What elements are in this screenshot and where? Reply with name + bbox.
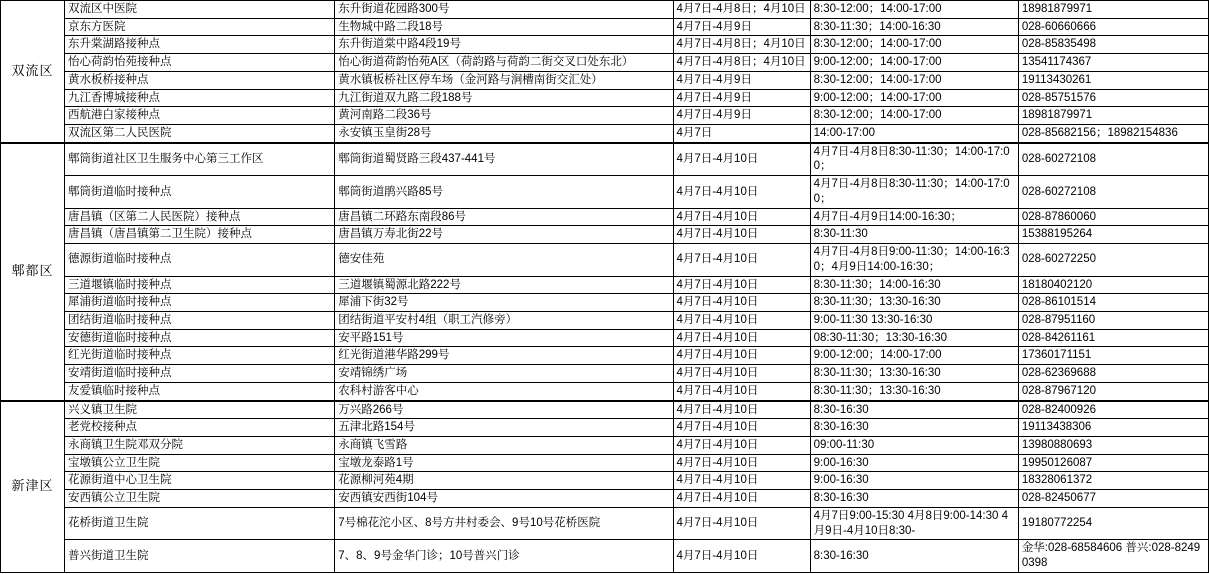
site-name-cell: 宝墩镇公立卫生院 xyxy=(65,454,335,472)
table-row xyxy=(1,244,1209,276)
phone-cell: 18180402120 xyxy=(1018,276,1208,294)
date-cell: 4月7日-4月10日 xyxy=(673,365,810,383)
site-name-cell: 团结街道临时接种点 xyxy=(65,311,335,329)
phone-cell: 028-85682156；18982154836 xyxy=(1018,125,1208,143)
address-cell: 三道堰镇蜀源北路222号 xyxy=(335,276,673,294)
address-cell: 怡心街道荷韵怡苑A区（荷韵路与荷韵二街交叉口处东北） xyxy=(335,54,673,72)
date-cell: 4月7日-4月9日 xyxy=(673,107,810,125)
site-name-cell: 三道堰镇临时接种点 xyxy=(65,276,335,294)
table-row xyxy=(1,347,1209,365)
site-name-cell: 黄水板桥接种点 xyxy=(65,71,335,89)
date-cell: 4月7日-4月10日 xyxy=(673,507,810,539)
phone-cell: 028-62369688 xyxy=(1018,365,1208,383)
table-row xyxy=(1,436,1209,454)
time-cell: 8:30-16:30 xyxy=(810,490,1018,508)
phone-cell: 17360171151 xyxy=(1018,347,1208,365)
phone-cell: 028-60272250 xyxy=(1018,244,1208,276)
site-name-cell: 兴义镇卫生院 xyxy=(65,401,335,419)
date-cell: 4月7日-4月9日 xyxy=(673,89,810,107)
site-name-cell: 安靖街道临时接种点 xyxy=(65,365,335,383)
address-cell: 黄水镇板桥社区停车场（金河路与涧槽南街交汇处） xyxy=(335,71,673,89)
table-row xyxy=(1,540,1209,572)
time-cell: 9:00-12:00；14:00-17:00 xyxy=(810,347,1018,365)
date-cell: 4月7日-4月10日 xyxy=(673,176,810,208)
date-cell: 4月7日-4月10日 xyxy=(673,540,810,572)
table-row xyxy=(1,294,1209,312)
time-cell: 4月7日-4月9日14:00-16:30； xyxy=(810,208,1018,226)
address-cell: 花源柳河苑4期 xyxy=(335,472,673,490)
table-row xyxy=(1,329,1209,347)
phone-cell: 028-87967120 xyxy=(1018,382,1208,400)
table-row xyxy=(1,276,1209,294)
date-cell: 4月7日 xyxy=(673,125,810,143)
site-name-cell: 东升棠湖路接种点 xyxy=(65,36,335,54)
date-cell: 4月7日-4月8日；4月10日 xyxy=(673,54,810,72)
phone-cell: 028-85835498 xyxy=(1018,36,1208,54)
address-cell: 五津北路154号 xyxy=(335,419,673,437)
district-cell: 新津区 xyxy=(1,401,65,573)
time-cell: 09:00-11:30 xyxy=(810,436,1018,454)
address-cell: 德安佳苑 xyxy=(335,244,673,276)
address-cell: 永商镇飞雪路 xyxy=(335,436,673,454)
date-cell: 4月7日-4月10日 xyxy=(673,347,810,365)
site-name-cell: 永商镇卫生院邓双分院 xyxy=(65,436,335,454)
site-name-cell: 红光街道临时接种点 xyxy=(65,347,335,365)
site-name-cell: 老党校接种点 xyxy=(65,419,335,437)
table-row xyxy=(1,36,1209,54)
date-cell: 4月7日-4月10日 xyxy=(673,401,810,419)
table-row xyxy=(1,143,1209,176)
time-cell: 8:30-12:00；14:00-17:00 xyxy=(810,36,1018,54)
phone-cell: 028-87951160 xyxy=(1018,311,1208,329)
district-cell: 郫都区 xyxy=(1,143,65,401)
time-cell: 9:00-12:00；14:00-17:00 xyxy=(810,54,1018,72)
time-cell: 8:30-12:00；14:00-17:00 xyxy=(810,1,1018,19)
district-cell: 双流区 xyxy=(1,1,65,143)
address-cell: 红光街道港华路299号 xyxy=(335,347,673,365)
site-name-cell: 九江香博城接种点 xyxy=(65,89,335,107)
table-row xyxy=(1,382,1209,400)
phone-cell: 028-84261161 xyxy=(1018,329,1208,347)
table-row xyxy=(1,176,1209,208)
time-cell: 8:30-11:30；13:30-16:30 xyxy=(810,365,1018,383)
time-cell: 8:30-11:30；14:00-16:30 xyxy=(810,276,1018,294)
address-cell: 犀浦下街32号 xyxy=(335,294,673,312)
date-cell: 4月7日-4月9日 xyxy=(673,71,810,89)
time-cell: 9:00-12:00；14:00-17:00 xyxy=(810,89,1018,107)
date-cell: 4月7日-4月8日；4月10日 xyxy=(673,36,810,54)
phone-cell: 028-60272108 xyxy=(1018,143,1208,176)
time-cell: 9:00-16:30 xyxy=(810,472,1018,490)
site-name-cell: 西航港白家接种点 xyxy=(65,107,335,125)
time-cell: 4月7日-4月8日8:30-11:30；14:00-17:00； xyxy=(810,143,1018,176)
site-name-cell: 安德街道临时接种点 xyxy=(65,329,335,347)
table-row xyxy=(1,107,1209,125)
date-cell: 4月7日-4月8日；4月10日 xyxy=(673,1,810,19)
phone-cell: 18981879971 xyxy=(1018,1,1208,19)
time-cell: 8:30-11:30；13:30-16:30 xyxy=(810,382,1018,400)
site-name-cell: 唐昌镇（唐昌镇第二卫生院）接种点 xyxy=(65,226,335,244)
site-name-cell: 花源街道中心卫生院 xyxy=(65,472,335,490)
phone-cell: 028-82450677 xyxy=(1018,490,1208,508)
site-name-cell: 郫筒街道临时接种点 xyxy=(65,176,335,208)
phone-cell: 13980880693 xyxy=(1018,436,1208,454)
date-cell: 4月7日-4月10日 xyxy=(673,472,810,490)
site-name-cell: 安西镇公立卫生院 xyxy=(65,490,335,508)
site-name-cell: 普兴街道卫生院 xyxy=(65,540,335,572)
time-cell: 9:00-16:30 xyxy=(810,454,1018,472)
address-cell: 郫筒街道鹃兴路85号 xyxy=(335,176,673,208)
address-cell: 唐昌镇万寿北街22号 xyxy=(335,226,673,244)
phone-cell: 028-82400926 xyxy=(1018,401,1208,419)
date-cell: 4月7日-4月10日 xyxy=(673,382,810,400)
time-cell: 4月7日9:00-15:30 4月8日9:00-14:30 4月9日-4月10日8:30- xyxy=(810,507,1018,539)
date-cell: 4月7日-4月10日 xyxy=(673,454,810,472)
date-cell: 4月7日-4月9日 xyxy=(673,18,810,36)
date-cell: 4月7日-4月10日 xyxy=(673,490,810,508)
address-cell: 郫筒街道蜀贤路三段437-441号 xyxy=(335,143,673,176)
table-row xyxy=(1,208,1209,226)
date-cell: 4月7日-4月10日 xyxy=(673,294,810,312)
date-cell: 4月7日-4月10日 xyxy=(673,143,810,176)
time-cell: 8:30-16:30 xyxy=(810,401,1018,419)
phone-cell: 028-87860060 xyxy=(1018,208,1208,226)
address-cell: 永安镇玉皇街28号 xyxy=(335,125,673,143)
site-name-cell: 德源街道临时接种点 xyxy=(65,244,335,276)
phone-cell: 028-60272108 xyxy=(1018,176,1208,208)
time-cell: 4月7日-4月8日8:30-11:30；14:00-17:00； xyxy=(810,176,1018,208)
date-cell: 4月7日-4月10日 xyxy=(673,436,810,454)
address-cell: 生物城中路二段18号 xyxy=(335,18,673,36)
phone-cell: 028-60660666 xyxy=(1018,18,1208,36)
table-row xyxy=(1,71,1209,89)
phone-cell: 028-86101514 xyxy=(1018,294,1208,312)
time-cell: 9:00-11:30 13:30-16:30 xyxy=(810,311,1018,329)
site-name-cell: 友爱镇临时接种点 xyxy=(65,382,335,400)
site-name-cell: 双流区第二人民医院 xyxy=(65,125,335,143)
date-cell: 4月7日-4月10日 xyxy=(673,311,810,329)
address-cell: 7、8、9号金华门诊；10号普兴门诊 xyxy=(335,540,673,572)
phone-cell: 19113430261 xyxy=(1018,71,1208,89)
phone-cell: 19950126087 xyxy=(1018,454,1208,472)
site-name-cell: 犀浦街道临时接种点 xyxy=(65,294,335,312)
time-cell: 8:30-11:30 xyxy=(810,226,1018,244)
time-cell: 8:30-12:00；14:00-17:00 xyxy=(810,107,1018,125)
address-cell: 安靖锦绣广场 xyxy=(335,365,673,383)
address-cell: 九江街道双九路二段188号 xyxy=(335,89,673,107)
time-cell: 4月7日-4月8日9:00-11:30；14:00-16:30；4月9日14:00-16:30； xyxy=(810,244,1018,276)
time-cell: 14:00-17:00 xyxy=(810,125,1018,143)
date-cell: 4月7日-4月10日 xyxy=(673,244,810,276)
time-cell: 08:30-11:30；13:30-16:30 xyxy=(810,329,1018,347)
date-cell: 4月7日-4月10日 xyxy=(673,276,810,294)
table-row xyxy=(1,472,1209,490)
phone-cell: 19180772254 xyxy=(1018,507,1208,539)
address-cell: 唐昌镇二环路东南段86号 xyxy=(335,208,673,226)
time-cell: 8:30-12:00；14:00-17:00 xyxy=(810,71,1018,89)
phone-cell: 028-85751576 xyxy=(1018,89,1208,107)
date-cell: 4月7日-4月10日 xyxy=(673,329,810,347)
address-cell: 东升街道棠中路4段19号 xyxy=(335,36,673,54)
phone-cell: 15388195264 xyxy=(1018,226,1208,244)
site-name-cell: 京东方医院 xyxy=(65,18,335,36)
table-row xyxy=(1,365,1209,383)
table-row xyxy=(1,419,1209,437)
table-row xyxy=(1,490,1209,508)
address-cell: 万兴路266号 xyxy=(335,401,673,419)
time-cell: 8:30-16:30 xyxy=(810,419,1018,437)
table-row xyxy=(1,401,1209,419)
date-cell: 4月7日-4月10日 xyxy=(673,208,810,226)
phone-cell: 18981879971 xyxy=(1018,107,1208,125)
address-cell: 7号棉花沱小区、8号方井村委会、9号10号花桥医院 xyxy=(335,507,673,539)
table-row xyxy=(1,18,1209,36)
table-row xyxy=(1,54,1209,72)
table-row xyxy=(1,125,1209,143)
table-row xyxy=(1,311,1209,329)
table-row xyxy=(1,89,1209,107)
site-name-cell: 双流区中医院 xyxy=(65,1,335,19)
address-cell: 东升街道花园路300号 xyxy=(335,1,673,19)
date-cell: 4月7日-4月10日 xyxy=(673,226,810,244)
time-cell: 8:30-16:30 xyxy=(810,540,1018,572)
phone-cell: 金华:028-68584606 普兴:028-82490398 xyxy=(1018,540,1208,572)
address-cell: 安西镇安西街104号 xyxy=(335,490,673,508)
date-cell: 4月7日-4月10日 xyxy=(673,419,810,437)
site-name-cell: 怡心荷韵怡苑接种点 xyxy=(65,54,335,72)
site-name-cell: 郫筒街道社区卫生服务中心第三工作区 xyxy=(65,143,335,176)
phone-cell: 19113438306 xyxy=(1018,419,1208,437)
table-row xyxy=(1,1,1209,19)
address-cell: 宝墩龙泰路1号 xyxy=(335,454,673,472)
address-cell: 黄河南路二段36号 xyxy=(335,107,673,125)
site-name-cell: 花桥街道卫生院 xyxy=(65,507,335,539)
time-cell: 8:30-11:30；13:30-16:30 xyxy=(810,294,1018,312)
address-cell: 农科村游客中心 xyxy=(335,382,673,400)
table-row xyxy=(1,507,1209,539)
address-cell: 安平路151号 xyxy=(335,329,673,347)
table-row xyxy=(1,226,1209,244)
time-cell: 8:30-11:30；14:00-16:30 xyxy=(810,18,1018,36)
site-name-cell: 唐昌镇（区第二人民医院）接种点 xyxy=(65,208,335,226)
address-cell: 团结街道平安村4组（职工汽修旁） xyxy=(335,311,673,329)
table-row xyxy=(1,454,1209,472)
phone-cell: 18328061372 xyxy=(1018,472,1208,490)
phone-cell: 13541174367 xyxy=(1018,54,1208,72)
